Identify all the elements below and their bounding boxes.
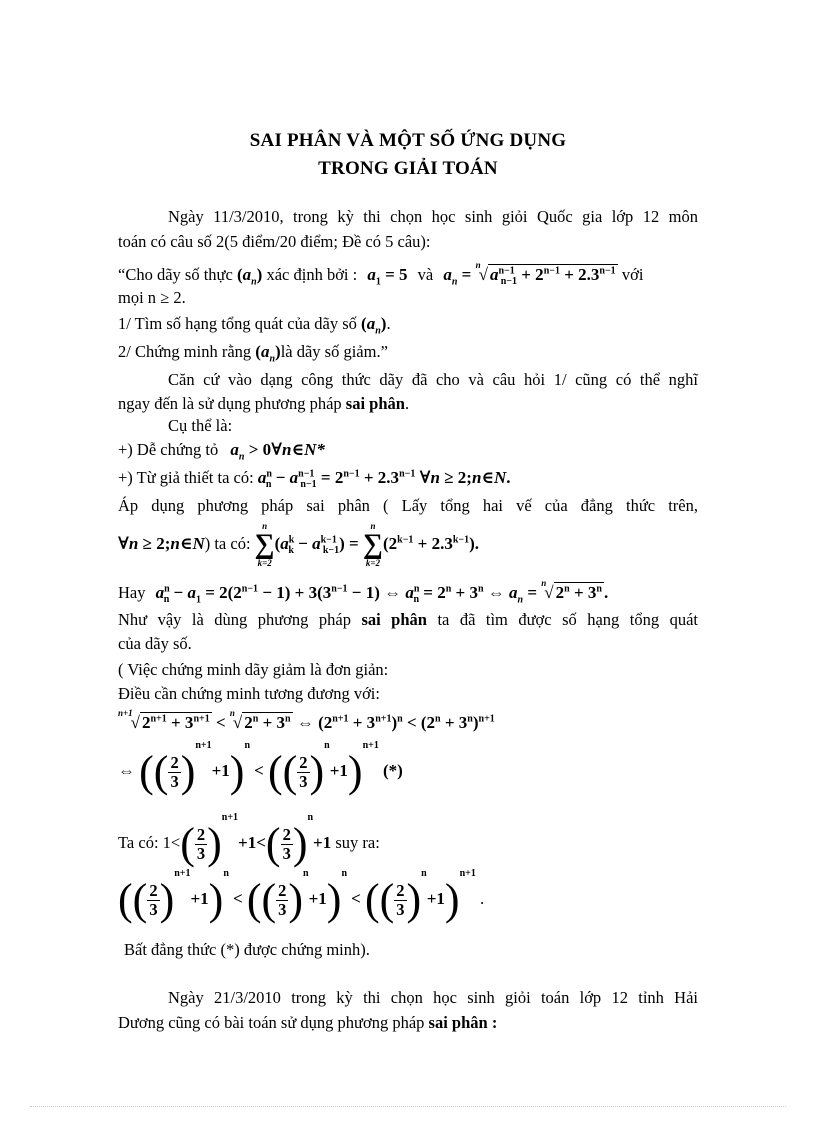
recurrence-line: +) Từ giả thiết ta có: $a^n_n - a^{n-1}_{n-1} = 2^{n-1} + 2.3^{n-1}$ ∀n ≥ 2;n∈N.	[118, 468, 511, 491]
sum-line: ∀n ≥ 2;n∈N) ta có: n ∑ k=2 $(a^k_k - a^{k-1}_{k-1})$ = n ∑ k=2 $(2^{k-1} + 2.3^{k-1})$.	[118, 521, 480, 568]
question-2: 2/ Chứng minh rằng $(a_n)là$ dãy số giảm.”	[118, 342, 388, 365]
positivity-claim: +) Dễ chứng tỏ $a_n$ > 0∀n∈N*	[118, 440, 325, 463]
title-line-2: TRONG GIẢI TOÁN	[318, 158, 498, 179]
para1-line-2: toán có câu số 2(5 điểm/20 điểm; Đề có 5 câu):	[118, 232, 431, 251]
para2-line-1: Căn cứ vào dạng công thức dãy đã cho và câu hỏi 1/ cũng có thể nghĩ	[168, 370, 698, 389]
para2-line-6: Áp dụng phương pháp sai phân ( Lấy tổng hai vế của đẳng thức trên,	[118, 496, 698, 515]
para2-line-9: Như vậy là dùng phương pháp sai phân ta đã tìm được số hạng tổng quát	[118, 610, 698, 629]
inequality-line-1: $^{n+1}$√ $2^{n+1} + 3^{n+1} < ^n√$ $2^n + 3^n$ ⇔ $(2^{n+1} + 3^{n+1})^n < (2^n + 3^n)^{n+1}$	[118, 708, 495, 732]
page-bottom-rule	[30, 1106, 786, 1107]
para2-line-10: của dãy số.	[118, 634, 192, 653]
problem-statement-end: mọi n ≥ 2.	[118, 288, 186, 307]
para2-line-12: Điều cần chứng minh tương đương với:	[118, 684, 380, 703]
para2-line-2: ngay đến là sử dụng phương pháp sai phân.	[118, 394, 410, 413]
inequality-line-3: Ta có: 1<( $\frac{2}{3}$ )$^{n+1}$+1<( $\frac{2}{3}$ )$^n$+1 suy ra:	[118, 812, 380, 869]
para3-line-2: Dương cũng có bài toán sử dụng phương pháp sai phân :	[118, 1013, 498, 1032]
title-line-1: SAI PHÂN VÀ MỘT SỐ ỨNG DỤNG	[249, 130, 567, 151]
para3-line-1: Ngày 21/3/2010 trong kỳ thi chọn học sinh giỏi toán lớp 12 tỉnh Hải	[168, 988, 698, 1007]
inequality-line-2: ⇔ (( $\frac{2}{3}$ )$^{n+1}$+1)$^n$ < (( $\frac{2}{3}$ )$^n$+1)$^{n+1}$ (*)	[118, 740, 403, 797]
para2-line-3: Cụ thể là:	[168, 416, 233, 435]
para2-line-11: ( Việc chứng minh dãy giảm là đơn giản:	[118, 660, 389, 679]
result-line: Hay $a^n_n - a_1 = 2(2^{n-1} - 1) + 3(3^{n-1} - 1)$ ⇔ $a^n_n = 2^n + 3^n$ ⇔ $a_n = ^n√$ $2^n + 3^n$ .	[118, 578, 609, 606]
inequality-line-4: (( $\frac{2}{3}$ )$^{n+1}$+1)$^n$ < (( $\frac{2}{3}$ )$^n$+1)$^n$ < (( $\frac{2}{3}$ )$^n$+1)$^{n+1}$ .	[118, 868, 485, 925]
problem-statement: “Cho dãy số thực $(a_n)$ xác định bởi : $a_1 = 5$ và $a_n = ^n√$ $a^{n-1}_{n-1} + 2^{n-1} + 2.3^{n-1}$ với	[118, 260, 644, 288]
question-1: 1/ Tìm số hạng tổng quát của dãy số $(a_n)$.	[118, 314, 391, 337]
para1-line-1: Ngày 11/3/2010, trong kỳ thi chọn học sinh giỏi Quốc gia lớp 12 môn	[168, 207, 698, 226]
para2-line-14: Bất đẳng thức (*) được chứng minh).	[124, 940, 370, 959]
